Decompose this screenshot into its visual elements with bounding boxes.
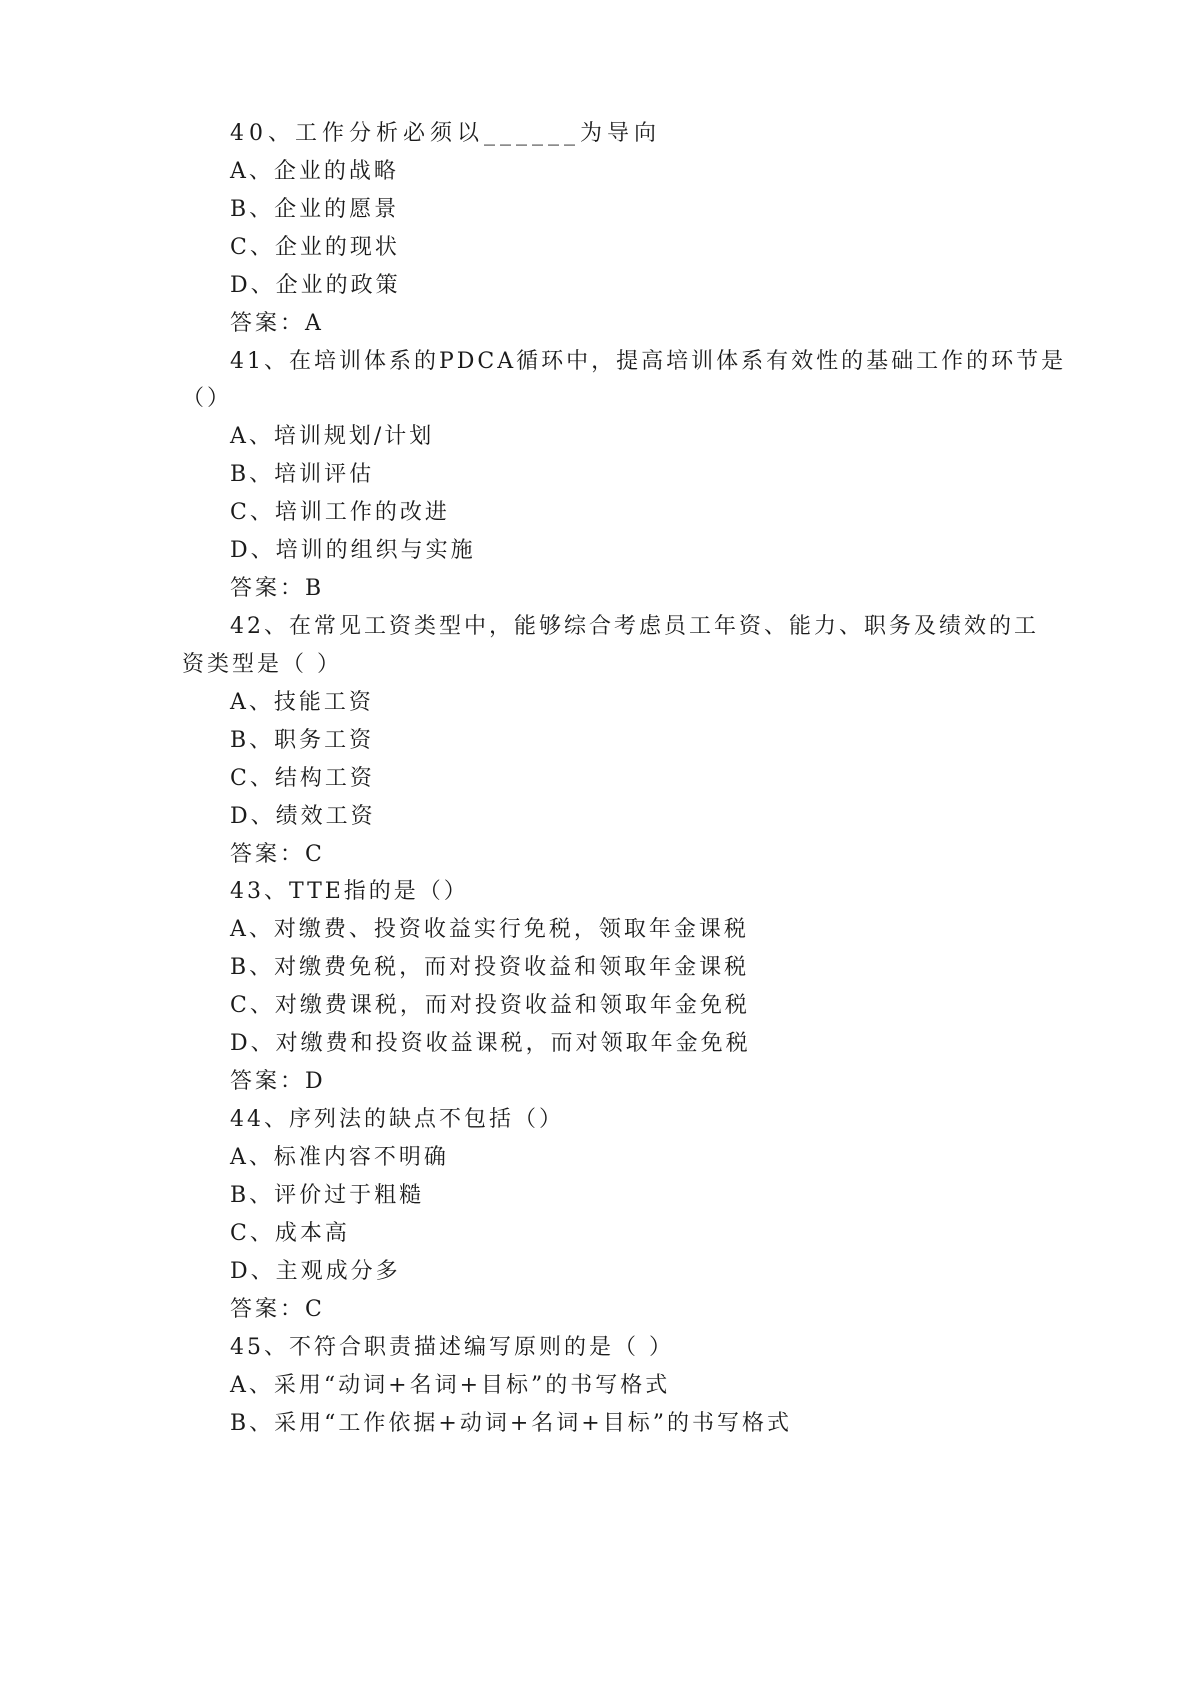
question-43-stem: 43、TTE指的是（） xyxy=(230,879,469,904)
question-42-option-d: D、绩效工资 xyxy=(230,804,376,829)
question-41-stem-continued: （） xyxy=(182,386,233,411)
question-40-option-b: B、企业的愿景 xyxy=(230,197,400,222)
question-42-stem: 42、在常见工资类型中，能够综合考虑员工年资、能力、职务及绩效的工 xyxy=(230,614,1039,639)
question-43-option-c: C、对缴费课税，而对投资收益和领取年金免税 xyxy=(230,993,750,1018)
question-40-stem: 40、工作分析必须以______为导向 xyxy=(230,121,661,146)
question-45-option-b: B、采用“工作依据+动词+名词+目标”的书写格式 xyxy=(230,1411,792,1436)
question-41-stem: 41、在培训体系的PDCA循环中，提高培训体系有效性的基础工作的环节是 xyxy=(230,349,1067,374)
question-41-option-c: C、培训工作的改进 xyxy=(230,500,450,525)
question-42-option-b: B、职务工资 xyxy=(230,728,375,753)
question-44-option-a: A、标准内容不明确 xyxy=(230,1145,449,1170)
question-41-option-d: D、培训的组织与实施 xyxy=(230,538,476,563)
question-44-option-c: C、成本高 xyxy=(230,1221,350,1246)
question-42-answer: 答案：C xyxy=(230,842,325,867)
question-42-option-c: C、结构工资 xyxy=(230,766,375,791)
question-41-option-a: A、培训规划/计划 xyxy=(230,424,435,449)
question-45-stem: 45、不符合职责描述编写原则的是（ ） xyxy=(230,1335,674,1360)
question-40-answer: 答案：A xyxy=(230,311,324,336)
question-43-answer: 答案：D xyxy=(230,1069,326,1094)
question-45-option-a: A、采用“动词+名词+目标”的书写格式 xyxy=(230,1373,671,1398)
question-42-stem-continued: 资类型是（ ） xyxy=(182,652,342,677)
question-44-option-b: B、评价过于粗糙 xyxy=(230,1183,425,1208)
question-41-option-b: B、培训评估 xyxy=(230,462,375,487)
question-40-option-a: A、企业的战略 xyxy=(230,159,399,184)
question-41-answer: 答案：B xyxy=(230,576,325,601)
question-43-option-a: A、对缴费、投资收益实行免税，领取年金课税 xyxy=(230,917,749,942)
question-42-option-a: A、技能工资 xyxy=(230,690,374,715)
question-43-option-b: B、对缴费免税，而对投资收益和领取年金课税 xyxy=(230,955,750,980)
question-40-option-c: C、企业的现状 xyxy=(230,235,400,260)
question-40-option-d: D、企业的政策 xyxy=(230,273,401,298)
question-44-stem: 44、序列法的缺点不包括（） xyxy=(230,1107,564,1132)
question-44-option-d: D、主观成分多 xyxy=(230,1259,401,1284)
question-44-answer: 答案：C xyxy=(230,1297,325,1322)
question-43-option-d: D、对缴费和投资收益课税，而对领取年金免税 xyxy=(230,1031,751,1056)
